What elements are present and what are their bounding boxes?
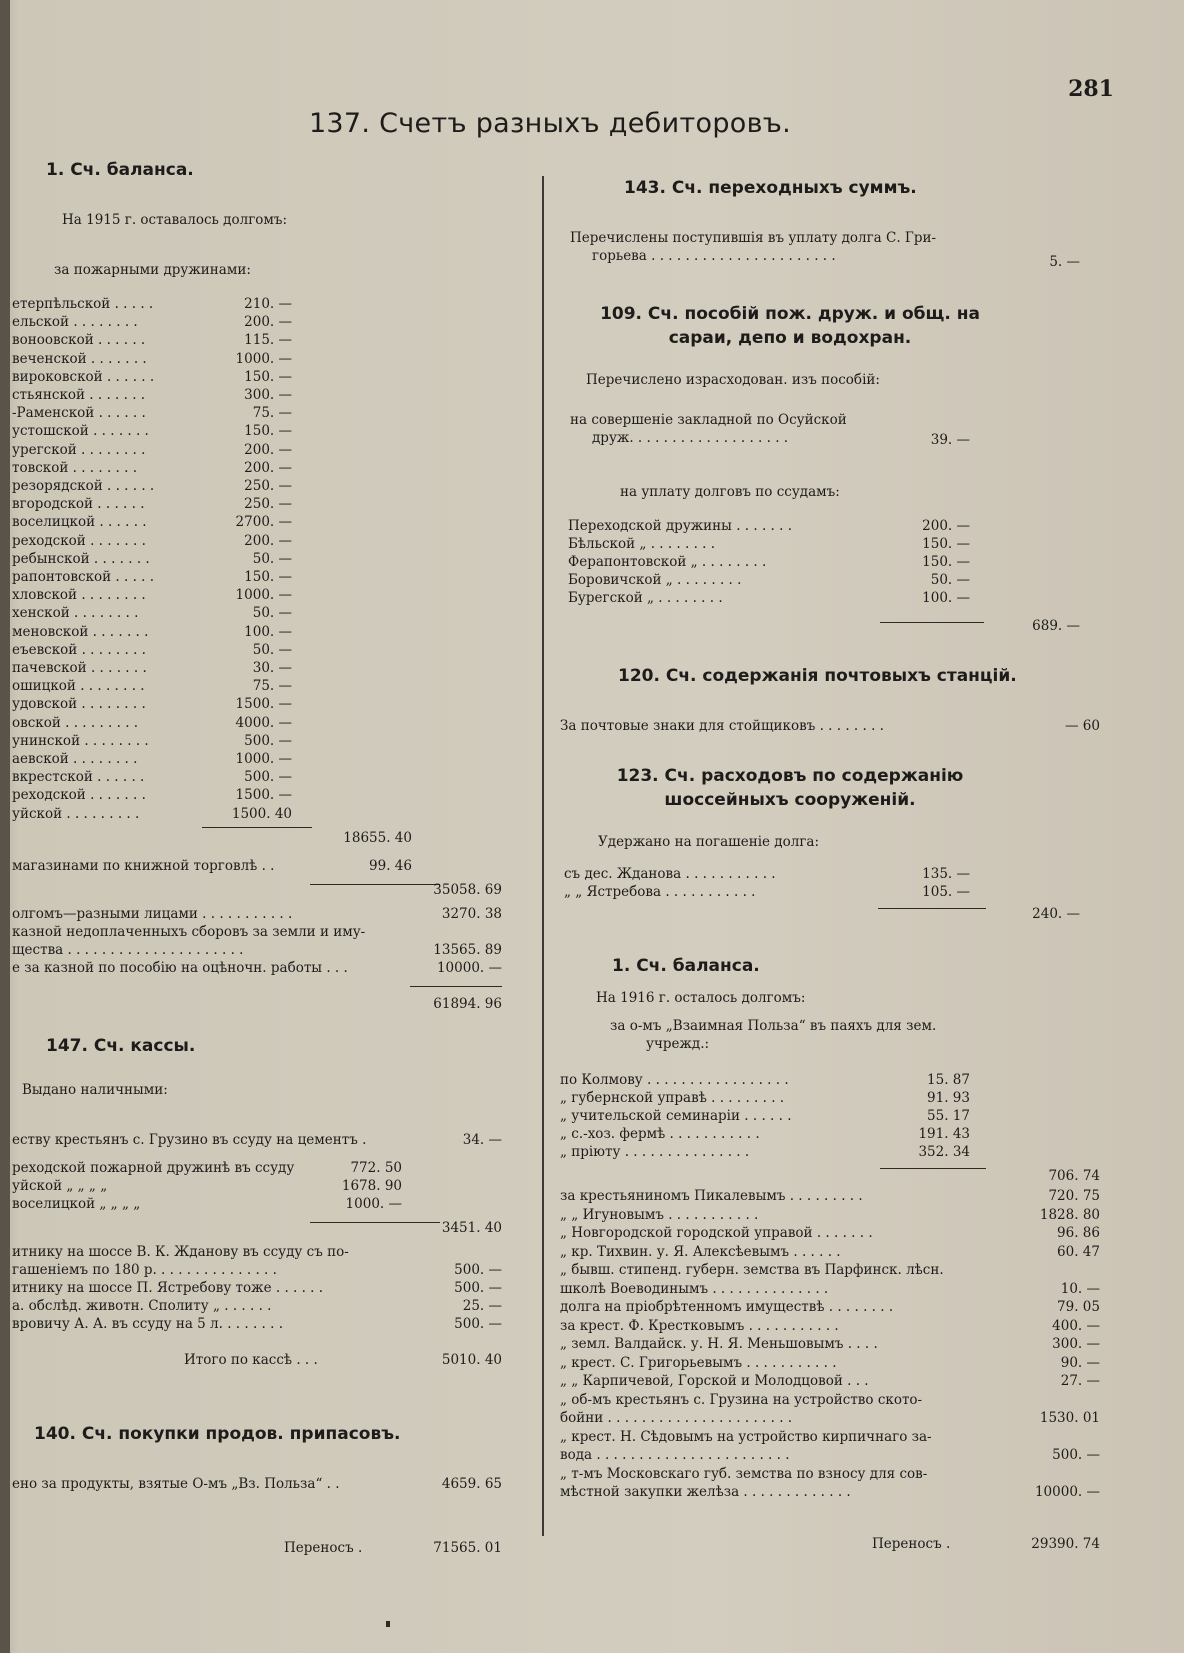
- row-value: 200. —: [244, 532, 292, 549]
- total-row: [12, 1352, 502, 1370]
- row-value: 96. 86: [1057, 1225, 1100, 1241]
- subtotal-row: [560, 1168, 1100, 1186]
- section-intro: На 1915 г. оставалось долгомъ:: [62, 212, 288, 228]
- ledger-row: [560, 554, 1100, 572]
- subtotal-value: 18655. 40: [343, 830, 412, 846]
- ledger-row: [560, 1281, 1100, 1299]
- total-label: Итого по кассѣ . . .: [184, 1352, 318, 1368]
- row-label: „ пріюту . . . . . . . . . . . . . . .: [560, 1144, 750, 1160]
- row-label: долга на пріобрѣтенномъ имуществѣ . . . . . . . .: [560, 1299, 894, 1315]
- row-value: 4659. 65: [441, 1476, 502, 1492]
- row-label: воноовской . . . . . .: [12, 332, 146, 349]
- row-label: реходской . . . . . . .: [12, 532, 146, 549]
- row-value: 99. 46: [369, 858, 412, 874]
- ledger-row: [560, 1090, 1100, 1108]
- ledger-row: [12, 442, 502, 460]
- ledger-row: [12, 1160, 502, 1178]
- row-value: 90. —: [1060, 1354, 1100, 1371]
- row-value: 1500. —: [235, 787, 292, 804]
- section-heading: 120. Сч. содержанія почтовыхъ станцій.: [618, 666, 1017, 686]
- row-label: „ учительской семинаріи . . . . . .: [560, 1108, 792, 1124]
- section-heading: 109. Сч. пособій пож. друж. и общ. на сараи, депо и водохран.: [600, 304, 980, 348]
- row-value: 200. —: [922, 518, 970, 534]
- row-value: 13565. 89: [433, 942, 502, 958]
- ledger-row: [12, 942, 502, 960]
- ledger-row: [12, 405, 502, 423]
- row-label: „ губернской управѣ . . . . . . . . .: [560, 1090, 785, 1106]
- row-label: За почтовые знаки для стойщиковъ . . . . . . . .: [560, 718, 884, 734]
- row-value: 15. 87: [927, 1072, 970, 1088]
- row-label: друж. . . . . . . . . . . . . . . . . . .: [592, 430, 789, 446]
- section-intro: Удержано на погашеніе долга:: [598, 834, 819, 850]
- ledger-row: [560, 1318, 1100, 1336]
- row-value: 150. —: [922, 536, 970, 552]
- row-label: по Колмову . . . . . . . . . . . . . . . . .: [560, 1072, 789, 1088]
- row-label: „ т-мъ Московскаго губ. земства по взносу для сов-: [560, 1465, 928, 1482]
- row-label: олгомъ—разными лицами . . . . . . . . . . .: [12, 906, 293, 922]
- ledger-row: [12, 806, 502, 824]
- row-value: 75. —: [252, 678, 292, 695]
- row-value: 39. —: [930, 432, 970, 448]
- ledger-row: [12, 1196, 502, 1214]
- row-label: Перечислены поступившія въ уплату долга С. Гри-: [570, 230, 937, 246]
- row-value: 250. —: [244, 478, 292, 494]
- total-row: [12, 882, 502, 900]
- row-label: резорядской . . . . . .: [12, 478, 155, 494]
- row-value: 4000. —: [235, 714, 292, 731]
- row-value: 300. —: [1052, 1336, 1100, 1352]
- row-label: ошицкой . . . . . . . .: [12, 678, 145, 695]
- ledger-row: [12, 733, 502, 751]
- row-value: 500. —: [244, 769, 292, 786]
- row-label: Бурегской „ . . . . . . . .: [568, 590, 723, 606]
- row-label: тoвской . . . . . . . .: [12, 459, 137, 476]
- ledger-row: [560, 1466, 1100, 1484]
- ledger-row: [12, 715, 502, 733]
- row-value: 3270. 38: [441, 906, 502, 922]
- total-value: 240. —: [1032, 906, 1080, 922]
- row-label: итнику на шоссе П. Ястребову тоже . . . . . .: [12, 1280, 324, 1296]
- row-label: еству крестьянъ с. Грузино въ ссуду на цементъ .: [12, 1132, 367, 1148]
- row-label: вечeнской . . . . . . .: [12, 350, 147, 367]
- ledger-row: [560, 1392, 1100, 1410]
- ledger-row: [12, 924, 502, 942]
- row-label: устошской . . . . . . .: [12, 423, 149, 440]
- ledger-row: [12, 960, 502, 978]
- row-value: 200. —: [244, 459, 292, 476]
- section-intro: Выдано наличными:: [22, 1082, 168, 1098]
- row-label: „ крест. Н. Сѣдовымъ на устройство кирпичнаго за-: [560, 1428, 932, 1445]
- ledger-row: [12, 906, 502, 924]
- row-value: 1678. 90: [341, 1178, 402, 1194]
- row-value: — 60: [1065, 718, 1100, 734]
- ledger-row: [560, 1188, 1100, 1206]
- row-value: 720. 75: [1048, 1188, 1100, 1204]
- row-value: 1000. —: [235, 751, 292, 767]
- ledger-row: [560, 572, 1100, 590]
- row-label: урегской . . . . . . . .: [12, 441, 146, 458]
- ledger-row: [12, 551, 502, 569]
- row-label: ельской . . . . . . . .: [12, 314, 138, 331]
- row-value: 500. —: [244, 732, 292, 749]
- section-subheading: учрежд.:: [646, 1036, 710, 1052]
- ledger-row: [12, 642, 502, 660]
- section-subheading: за о-мъ „Взаимная Польза“ въ паяхъ для зем.: [610, 1018, 937, 1034]
- row-label: овской . . . . . . . . .: [12, 714, 139, 731]
- subtotal-row: [12, 1220, 502, 1238]
- row-value: 500. —: [454, 1280, 502, 1296]
- ledger-row: [12, 351, 502, 369]
- row-label: за крест. Ф. Крестковымъ . . . . . . . . . . .: [560, 1317, 839, 1334]
- ledger-row: [560, 536, 1100, 554]
- ledger-row: [12, 514, 502, 532]
- section-heading: 1. Сч. баланса.: [612, 956, 760, 976]
- carry-row: [560, 1536, 1100, 1554]
- printer-mark: [386, 1621, 390, 1627]
- section-heading: 123. Сч. расходовъ по содержанію шоссейныхъ сооруженій.: [616, 766, 964, 810]
- ledger-row: [560, 884, 1100, 902]
- row-label: вода . . . . . . . . . . . . . . . . . . . . . . .: [560, 1447, 790, 1463]
- row-label: ено за продукты, взятые О-мъ „Вз. Польза“ . .: [12, 1476, 340, 1492]
- ledger-row: [560, 1410, 1100, 1428]
- row-label: школѣ Воеводинымъ . . . . . . . . . . . . . .: [560, 1280, 829, 1297]
- ledger-row: [12, 1262, 502, 1280]
- column-divider: [542, 176, 544, 1536]
- row-label: вгородской . . . . . .: [12, 496, 145, 513]
- row-label: „ об-мъ крестьянъ с. Грузина на устройство ското-: [560, 1391, 923, 1408]
- row-label: уйской . . . . . . . . .: [12, 805, 140, 822]
- row-label: вироковской . . . . . .: [12, 368, 155, 385]
- ledger-row: [560, 590, 1100, 608]
- row-label: удовской . . . . . . . .: [12, 696, 146, 713]
- ledger-row: [560, 1244, 1100, 1262]
- ledger-row: [560, 1225, 1100, 1243]
- row-value: 500. —: [454, 1316, 502, 1332]
- total-value: 35058. 69: [433, 882, 502, 898]
- row-value: 210. —: [244, 296, 292, 312]
- row-label: Боровичской „ . . . . . . . .: [568, 572, 742, 588]
- row-label: „ бывш. стипенд. губерн. земства въ Парфинск. лѣсн.: [560, 1262, 944, 1278]
- row-label: Переходской дружины . . . . . . .: [568, 518, 792, 534]
- carry-value: 71565. 01: [433, 1540, 502, 1556]
- ledger-row: [12, 1280, 502, 1298]
- subtotal-value: 3451. 40: [441, 1220, 502, 1236]
- section-heading: 143. Сч. переходныхъ суммъ.: [624, 178, 917, 198]
- section-subheading: на уплату долговъ по ссудамъ:: [620, 484, 840, 500]
- row-label: итнику на шоссе В. К. Жданову въ ссуду съ по-: [12, 1244, 349, 1260]
- row-value: 79. 05: [1057, 1299, 1100, 1315]
- carry-value: 29390. 74: [1031, 1536, 1100, 1552]
- section-heading: 140. Сч. покупки продов. припасовъ.: [34, 1424, 401, 1444]
- row-value: 50. —: [930, 572, 970, 588]
- ledger-row: [12, 1132, 502, 1150]
- row-label: -Раменской . . . . . .: [12, 405, 146, 422]
- row-value: 60. 47: [1057, 1243, 1100, 1260]
- ledger-row: [12, 1316, 502, 1334]
- row-label: за крестьяниномъ Пикалевымъ . . . . . . . . .: [560, 1188, 863, 1204]
- row-value: 55. 17: [927, 1108, 970, 1124]
- ledger-row: [560, 1126, 1100, 1144]
- row-label: „ земл. Валдайск. у. Н. Я. Меньшовымъ . . . .: [560, 1336, 878, 1352]
- ledger-row: [560, 1373, 1100, 1391]
- row-label: а. обслѣд. животн. Сполиту „ . . . . . .: [12, 1298, 272, 1314]
- ledger-row: [12, 696, 502, 714]
- row-label: аевской . . . . . . . .: [12, 751, 138, 767]
- row-label: мѣстной закупки желѣза . . . . . . . . . . . . .: [560, 1484, 851, 1500]
- row-value: 10. —: [1060, 1280, 1100, 1297]
- ledger-row: [12, 1178, 502, 1196]
- row-label: пачевской . . . . . . .: [12, 660, 147, 676]
- row-label: магазинами по книжной торговлѣ . .: [12, 858, 275, 874]
- row-label: вкрестской . . . . . .: [12, 769, 145, 786]
- row-label: етерпѣльской . . . . .: [12, 296, 154, 312]
- row-value: 500. —: [454, 1262, 502, 1278]
- row-value: 50. —: [252, 641, 292, 658]
- ledger-row: [560, 866, 1100, 884]
- section-heading: 147. Сч. кассы.: [46, 1036, 196, 1056]
- row-value: 1000. —: [235, 587, 292, 604]
- row-label: „ крест. С. Григорьевымъ . . . . . . . . . . .: [560, 1354, 837, 1371]
- row-value: 150. —: [244, 423, 292, 440]
- ledger-row: [12, 314, 502, 332]
- ledger-row: [12, 569, 502, 587]
- row-label: реходской пожарной дружинѣ въ ссуду: [12, 1160, 295, 1176]
- row-value: 115. —: [244, 332, 292, 349]
- row-value: 150. —: [244, 569, 292, 585]
- row-value: 1530. 01: [1039, 1410, 1100, 1426]
- ledger-row: [560, 1144, 1100, 1162]
- section-intro: На 1916 г. осталось долгомъ:: [596, 990, 806, 1006]
- carry-row: [12, 1540, 502, 1558]
- row-label: „ с.-хоз. фермѣ . . . . . . . . . . .: [560, 1126, 760, 1142]
- row-label: вровичу А. А. въ ссуду на 5 л. . . . . . . .: [12, 1316, 283, 1332]
- page-number: 281: [1068, 76, 1114, 102]
- row-value: 772. 50: [350, 1160, 402, 1176]
- ledger-row: [12, 332, 502, 350]
- carry-label: Переносъ .: [872, 1536, 951, 1552]
- row-value: 50. —: [252, 605, 292, 622]
- ledger-row: [560, 1355, 1100, 1373]
- ledger-row: [560, 248, 1100, 270]
- book-binding: [0, 0, 10, 1653]
- ledger-row: [560, 1336, 1100, 1354]
- row-value: 1000. —: [235, 350, 292, 367]
- row-label: „ „ Игуновымъ . . . . . . . . . . .: [560, 1206, 759, 1223]
- row-label: Ферапонтовской „ . . . . . . . .: [568, 554, 767, 570]
- row-label: „ Новгородской городской управой . . . . . . .: [560, 1225, 873, 1241]
- row-value: 200. —: [244, 314, 292, 331]
- row-label: восeлицкой „ „ „ „: [12, 1196, 141, 1212]
- row-label: меновской . . . . . . .: [12, 623, 149, 640]
- row-value: 100. —: [922, 590, 970, 606]
- ledger-row: [12, 787, 502, 805]
- row-value: 150. —: [922, 554, 970, 570]
- row-label: е за казной по пособію на оцѣночн. работы . . .: [12, 960, 348, 976]
- ledger-row: [12, 1244, 502, 1262]
- ledger-row: [12, 369, 502, 387]
- row-value: 91. 93: [927, 1090, 970, 1106]
- ledger-row: [560, 1299, 1100, 1317]
- row-value: 2700. —: [235, 514, 292, 531]
- row-label: бойни . . . . . . . . . . . . . . . . . . . . . .: [560, 1410, 793, 1426]
- ledger-row: [12, 678, 502, 696]
- row-value: 191. 43: [918, 1126, 970, 1142]
- subtotal-rule: [202, 827, 312, 828]
- ledger-row: [12, 769, 502, 787]
- row-value: 352. 34: [918, 1144, 970, 1160]
- ledger-row: [560, 1207, 1100, 1225]
- row-value: 135. —: [922, 866, 970, 882]
- total-row: [12, 996, 502, 1014]
- row-label: съ дес. Жданова . . . . . . . . . . .: [564, 866, 776, 882]
- row-label: ребынской . . . . . . .: [12, 550, 150, 567]
- ledger-row: [560, 518, 1100, 536]
- row-label: горьева . . . . . . . . . . . . . . . . . . . . . .: [592, 248, 836, 264]
- total-value: 5010. 40: [441, 1352, 502, 1368]
- row-label: „ „ Ястребова . . . . . . . . . . .: [564, 884, 756, 900]
- row-value: 400. —: [1052, 1317, 1100, 1334]
- row-label: на совершеніе закладной по Осуйской: [570, 412, 847, 428]
- ledger-row: [560, 718, 1100, 736]
- total-row: [560, 906, 1100, 924]
- ledger-row: [12, 296, 502, 314]
- ledger-row: [560, 1072, 1100, 1090]
- row-value: 25. —: [462, 1298, 502, 1314]
- ledger-row: [12, 751, 502, 769]
- ledger-row: [12, 460, 502, 478]
- ledger-row: [12, 423, 502, 441]
- row-label: восeлицкой . . . . . .: [12, 514, 147, 531]
- row-value: 5. —: [1049, 254, 1080, 270]
- row-value: 75. —: [252, 405, 292, 422]
- row-value: 50. —: [252, 550, 292, 567]
- ledger-row: [12, 624, 502, 642]
- row-label: хенской . . . . . . . .: [12, 605, 139, 622]
- ledger-row: [12, 387, 502, 405]
- total-row: [560, 618, 1100, 636]
- total-rule: [410, 986, 502, 987]
- ledger-row: [560, 1429, 1100, 1447]
- ledger-row: [560, 1262, 1100, 1280]
- subtotal-value: 706. 74: [1048, 1168, 1100, 1184]
- row-label: „ „ Карпичевой, Горской и Молодцовой . . .: [560, 1373, 869, 1389]
- row-value: 100. —: [244, 623, 292, 640]
- ledger-row: [12, 496, 502, 514]
- section-subheading: за пожарными дружинами:: [54, 262, 251, 278]
- row-label: рaпонтовской . . . . .: [12, 569, 155, 585]
- row-value: 27. —: [1060, 1373, 1100, 1389]
- ledger-row: [12, 587, 502, 605]
- section-heading: 1. Сч. баланса.: [46, 160, 194, 180]
- ledger-row: [560, 1447, 1100, 1465]
- row-label: щества . . . . . . . . . . . . . . . . . . . . .: [12, 942, 244, 958]
- subtotal-row: [12, 830, 502, 848]
- ledger-row: [12, 605, 502, 623]
- total-value: 689. —: [1032, 618, 1080, 634]
- row-label: реходской . . . . . . .: [12, 787, 146, 804]
- row-value: 105. —: [922, 884, 970, 900]
- row-value: 250. —: [244, 496, 292, 513]
- row-value: 10000. —: [436, 960, 502, 976]
- ledger-row: [560, 1108, 1100, 1126]
- row-label: унинской . . . . . . . .: [12, 732, 149, 749]
- ledger-row: [560, 430, 1100, 448]
- row-value: 1000. —: [345, 1196, 402, 1212]
- row-value: 300. —: [244, 387, 292, 403]
- row-label: казной недоплаченныхъ сборовъ за земли и иму-: [12, 924, 366, 940]
- ledger-row: [12, 858, 502, 876]
- row-label: уйской „ „ „ „: [12, 1178, 108, 1194]
- section-intro: Перечислено израсходован. изъ пособій:: [586, 372, 880, 388]
- ledger-row: [12, 1476, 502, 1494]
- row-value: 500. —: [1052, 1447, 1100, 1463]
- ledger-row: [560, 1484, 1100, 1502]
- ledger-row: [12, 660, 502, 678]
- total-value: 61894. 96: [433, 996, 502, 1012]
- ledger-row: [12, 1298, 502, 1316]
- page-title: 137. Счетъ разныхъ дебиторовъ.: [308, 108, 792, 139]
- carry-label: Переносъ .: [284, 1540, 363, 1556]
- row-value: 30. —: [252, 660, 292, 676]
- ledger-row: [12, 478, 502, 496]
- row-label: еъевской . . . . . . . .: [12, 641, 146, 658]
- row-value: 1828. 80: [1039, 1206, 1100, 1223]
- row-value: 150. —: [244, 368, 292, 385]
- row-label: „ кр. Тихвин. у. Я. Алексѣевымъ . . . . . .: [560, 1243, 841, 1260]
- row-value: 10000. —: [1034, 1484, 1100, 1500]
- row-label: стьянской . . . . . . .: [12, 387, 146, 403]
- row-value: 34. —: [462, 1132, 502, 1148]
- row-value: 1500. —: [235, 696, 292, 713]
- row-label: гашеніемъ по 180 р. . . . . . . . . . . . . . .: [12, 1262, 277, 1278]
- row-label: Бѣльской „ . . . . . . . .: [568, 536, 716, 552]
- row-value: 200. —: [244, 441, 292, 458]
- row-value: 1500. 40: [231, 805, 292, 822]
- row-label: хловской . . . . . . . .: [12, 587, 146, 604]
- ledger-row: [12, 533, 502, 551]
